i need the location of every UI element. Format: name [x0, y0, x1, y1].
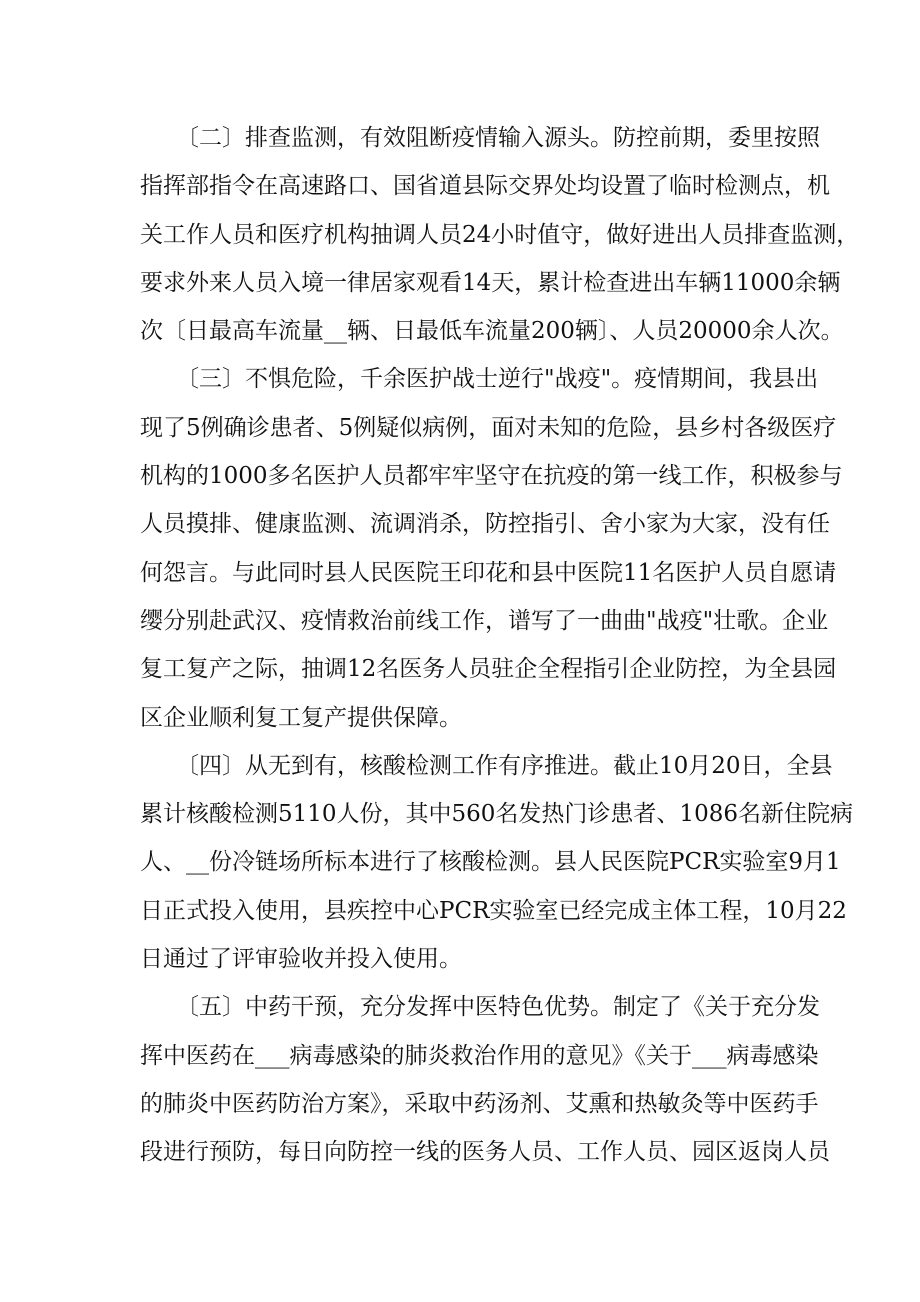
text-line: 〔五〕中药干预，充分发挥中医特色优势。制定了《关于充分发	[176, 994, 820, 1021]
text-line: 日正式投入使用，县疾控中心PCR实验室已经完成主体工程，10月22	[140, 897, 847, 924]
text-line: 段进行预防，每日向防控一线的医务人员、工作人员、园区返岗人员	[140, 1139, 830, 1166]
text-line: 何怨言。与此同时县人民医院王印花和县中医院11名医护人员自愿请	[140, 559, 837, 586]
text-line: 日通过了评审验收并投入使用。	[140, 946, 462, 973]
text-line: 指挥部指令在高速路口、国省道县际交界处均设置了临时检测点，机	[140, 173, 830, 200]
text-line: 次〔日最高车流量__辆、日最低车流量200辆〕、人员20000余人次。	[140, 318, 844, 345]
text-line: 〔二〕排查监测，有效阻断疫情输入源头。防控前期，委里按照	[176, 125, 820, 151]
text-line: 关工作人员和医疗机构抽调人员24小时值守，做好进出人员排查监测，	[140, 221, 860, 248]
text-line: 缨分别赴武汉、疫情救治前线工作，谱写了一曲曲"战疫"壮歌。企业	[140, 607, 829, 634]
text-line: 〔三〕不惧危险，千余医护战士逆行"战疫"。疫情期间，我县出	[176, 366, 819, 393]
text-line: 机构的1000多名医护人员都牢牢坚守在抗疫的第一线工作，积极参与	[140, 463, 843, 490]
text-line: 人员摸排、健康监测、流调消杀，防控指引、舍小家为大家，没有任	[140, 511, 830, 538]
text-line: 人、__份冷链场所标本进行了核酸检测。县人民医院PCR实验室9月1	[140, 849, 841, 876]
text-line: 复工复产之际，抽调12名医务人员驻企全程指引企业防控，为全县园	[140, 656, 837, 683]
paragraph-4-nucleic-testing	[140, 742, 853, 983]
text-line: 现了5例确诊患者、5例疑似病例，面对未知的危险，县乡村各级医疗	[140, 414, 837, 441]
text-line: 〔四〕从无到有，核酸检测工作有序推进。截止10月20日，全县	[176, 752, 833, 779]
paragraph-2-screening	[140, 114, 860, 355]
text-line: 区企业顺利复工复产提供保障。	[140, 704, 462, 731]
text-line: 的肺炎中医药防治方案》，采取中药汤剂、艾熏和热敏灸等中医药手	[140, 1090, 819, 1117]
text-line: 要求外来人员入境一律居家观看14天，累计检查进出车辆11000余辆	[140, 269, 841, 296]
text-line: 挥中医药在___病毒感染的肺炎救治作用的意见》《关于___病毒感染	[140, 1042, 819, 1069]
paragraph-3-medical-staff	[140, 355, 843, 741]
document-body	[140, 114, 860, 1177]
paragraph-5-tcm	[140, 983, 830, 1176]
text-line: 累计核酸检测5110人份，其中560名发热门诊患者、1086名新住院病	[140, 801, 853, 828]
